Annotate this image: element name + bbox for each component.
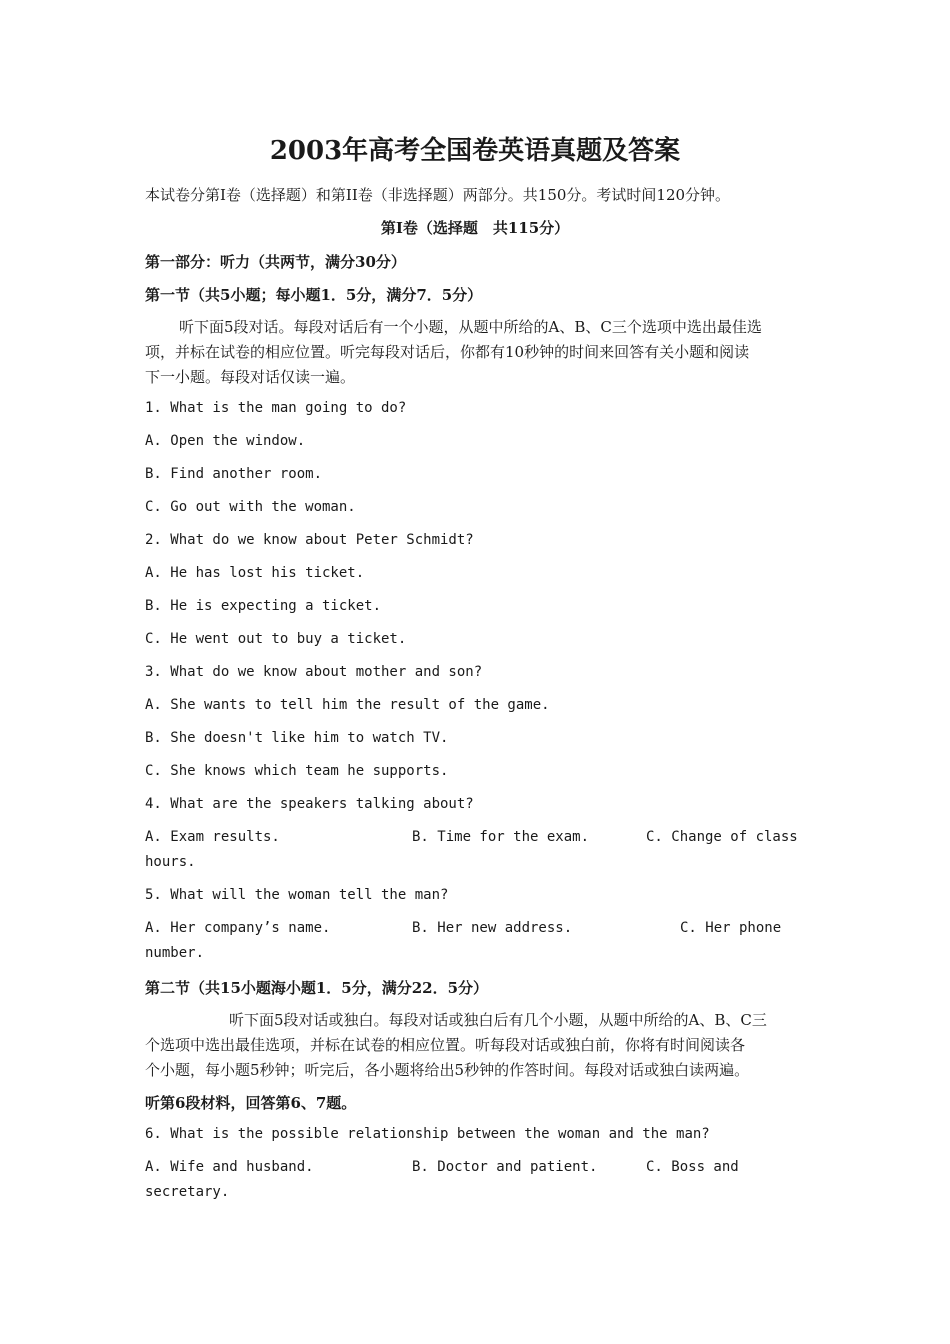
- question-4-option-a: A. Exam results.: [145, 829, 280, 845]
- section2-instr-line: 个小题，每小题5秒钟；听完后，各小题将给出5秒钟的作答时间。每段对话或独白读两遍。: [145, 1061, 750, 1079]
- question-6-option-c: C. Boss and: [646, 1159, 739, 1175]
- question-4-option-c: C. Change of class: [646, 829, 798, 845]
- question-3-stem: 3. What do we know about mother and son?: [145, 664, 483, 680]
- section2-instr-line: 个选项中选出最佳选项，并标在试卷的相应位置。听每段对话或独白前，你将有时间阅读各: [145, 1036, 746, 1054]
- question-6-option-a: A. Wife and husband.: [145, 1159, 314, 1175]
- question-6-option-c-continued: secretary.: [145, 1184, 230, 1200]
- question-2-option-a: A. He has lost his ticket.: [145, 565, 365, 581]
- question-1-stem: 1. What is the man going to do?: [145, 400, 407, 416]
- exam-intro: 本试卷分第I卷（选择题）和第II卷（非选择题）两部分。共150分。考试时间120分钟。: [145, 186, 731, 204]
- section1-instructions: [145, 315, 810, 390]
- question-3-option-b: B. She doesn't like him to watch TV.: [145, 730, 449, 746]
- question-2-option-b: B. He is expecting a ticket.: [145, 598, 382, 614]
- question-1-option-c: C. Go out with the woman.: [145, 499, 356, 515]
- question-5-option-a: A. Her company’s name.: [145, 920, 331, 936]
- question-4-option-c-continued: hours.: [145, 854, 196, 870]
- section1-instr-line: 项，并标在试卷的相应位置。听完每段对话后，你都有10秒钟的时间来回答有关小题和阅读: [145, 343, 750, 361]
- section1-instr-line: 听下面5段对话。每段对话后有一个小题，从题中所给的A、B、C三个选项中选出最佳选: [179, 318, 762, 336]
- material6-heading: 听第6段材料，回答第6、7题。: [145, 1094, 357, 1112]
- question-1-option-b: B. Find another room.: [145, 466, 323, 482]
- section2-instructions: [145, 1008, 810, 1083]
- question-1-option-a: A. Open the window.: [145, 433, 306, 449]
- question-5-option-b: B. Her new address.: [412, 920, 573, 936]
- question-4-stem: 4. What are the speakers talking about?: [145, 796, 474, 812]
- question-6-option-b: B. Doctor and patient.: [412, 1159, 598, 1175]
- section1-heading: 第一节（共5小题；每小题1．5分，满分7．5分）: [145, 286, 483, 304]
- question-5-option-c-continued: number.: [145, 945, 205, 961]
- question-6-stem: 6. What is the possible relationship between the woman and the man?: [145, 1126, 710, 1142]
- volume1-heading: 第I卷（选择题 共115分）: [380, 219, 570, 237]
- question-5-option-c: C. Her phone: [680, 920, 782, 936]
- question-2-option-c: C. He went out to buy a ticket.: [145, 631, 407, 647]
- section2-instr-line: 听下面5段对话或独白。每段对话或独白后有几个小题，从题中所给的A、B、C三: [229, 1011, 767, 1029]
- part1-heading: 第一部分：听力（共两节，满分30分）: [145, 253, 406, 271]
- page-title: 2003年高考全国卷英语真题及答案: [269, 136, 681, 166]
- question-2-stem: 2. What do we know about Peter Schmidt?: [145, 532, 474, 548]
- question-3-option-a: A. She wants to tell him the result of the game.: [145, 697, 550, 713]
- section2-heading: 第二节（共15小题海小题1．5分，满分22．5分）: [145, 979, 489, 997]
- question-3-option-c: C. She knows which team he supports.: [145, 763, 449, 779]
- question-5-stem: 5. What will the woman tell the man?: [145, 887, 449, 903]
- question-4-option-b: B. Time for the exam.: [412, 829, 590, 845]
- section1-instr-line: 下一小题。每段对话仅读一遍。: [145, 368, 356, 386]
